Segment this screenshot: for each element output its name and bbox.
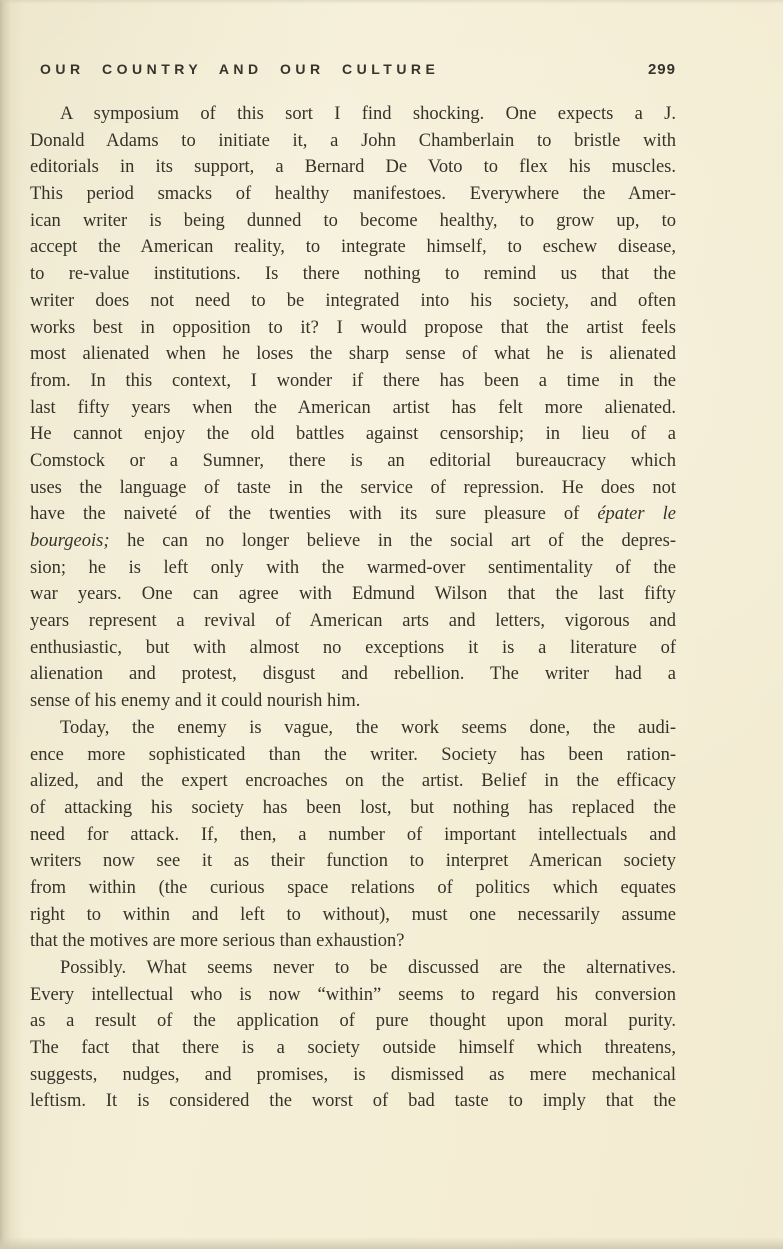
text-line: war years. One can agree with Edmund Wilson that the last fifty: [30, 584, 676, 605]
text-line: right to within and left to without), must one necessarily assume: [30, 904, 676, 925]
text-line: Donald Adams to initiate it, a John Chamberlain to bristle with: [30, 130, 676, 151]
text-line: editorials in its support, a Bernard De Voto to flex his muscles.: [30, 157, 676, 178]
text-line: have the naiveté of the twenties with its sure pleasure of épater le: [30, 504, 676, 525]
text-line: most alienated when he loses the sharp sense of what he is alienated: [30, 344, 676, 365]
running-title: OUR COUNTRY AND OUR CULTURE: [40, 61, 440, 77]
running-head: [40, 61, 676, 78]
text-line: years represent a revival of American arts and letters, vigorous and: [30, 611, 676, 632]
text-line: as a result of the application of pure thought upon moral purity.: [30, 1011, 676, 1032]
text-line: from within (the curious space relations of politics which equates: [30, 877, 676, 898]
text-line: alienation and protest, disgust and rebellion. The writer had a: [30, 664, 676, 685]
text-line: The fact that there is a society outside himself which threatens,: [30, 1038, 676, 1059]
text-line: uses the language of taste in the service of repression. He does not: [30, 477, 676, 498]
text-line: alized, and the expert encroaches on the artist. Belief in the efficacy: [30, 771, 676, 792]
text-line: need for attack. If, then, a number of important intellectuals and: [30, 824, 676, 845]
text-line: from. In this context, I wonder if there has been a time in the: [30, 370, 676, 391]
text-line: that the motives are more serious than exhaustion?: [30, 931, 405, 952]
italic-text: bourgeois;: [30, 531, 110, 551]
page-bottom-edge-shadow: [0, 1237, 783, 1249]
text-line: Possibly. What seems never to be discussed are the alternatives.: [60, 958, 676, 978]
page-top-edge-shadow: [0, 0, 783, 4]
text-line: of attacking his society has been lost, but nothing has replaced the: [30, 797, 676, 818]
text-line: writers now see it as their function to interpret American society: [30, 851, 676, 872]
paragraph: [30, 955, 676, 1115]
text-line: Today, the enemy is vague, the work seems done, the audi-: [60, 717, 676, 738]
page-text: [30, 101, 676, 1115]
text-line: leftism. It is considered the worst of bad taste to imply that the: [30, 1091, 676, 1112]
text-line: last fifty years when the American artist has felt more alienated.: [30, 397, 676, 418]
text-line: to re-value institutions. Is there nothing to remind us that the: [30, 264, 676, 285]
paragraph: [30, 101, 676, 715]
text-line: Comstock or a Sumner, there is an editorial bureaucracy which: [30, 450, 676, 471]
text-line: He cannot enjoy the old battles against censorship; in lieu of a: [30, 424, 676, 445]
text-line: bourgeois; he can no longer believe in the social art of the depres-: [30, 531, 676, 551]
text-line: suggests, nudges, and promises, is dismissed as mere mechanical: [30, 1064, 676, 1085]
text-line: sion; he is left only with the warmed-over sentimentality of the: [30, 557, 676, 578]
page-number: 299: [647, 61, 676, 78]
text-line: ican writer is being dunned to become healthy, to grow up, to: [30, 210, 676, 231]
text-line: writer does not need to be integrated into his society, and often: [30, 290, 676, 311]
text-line: A symposium of this sort I find shocking. One expects a J.: [60, 104, 676, 124]
paragraph: [30, 715, 676, 955]
text-line: Every intellectual who is now “within” seems to regard his conversion: [30, 984, 676, 1005]
text-line: enthusiastic, but with almost no exceptions it is a literature of: [30, 637, 676, 658]
text-line: This period smacks of healthy manifestoes. Everywhere the Amer-: [30, 184, 676, 205]
text-line: ence more sophisticated than the writer. Society has been ration-: [30, 744, 676, 765]
text-line: works best in opposition to it? I would propose that the artist feels: [30, 317, 676, 338]
text-line: sense of his enemy and it could nourish him.: [30, 691, 361, 712]
text-line: accept the American reality, to integrate himself, to eschew disease,: [30, 237, 676, 258]
italic-text: épater le: [597, 504, 676, 525]
page-left-edge-shadow: [0, 0, 24, 1249]
